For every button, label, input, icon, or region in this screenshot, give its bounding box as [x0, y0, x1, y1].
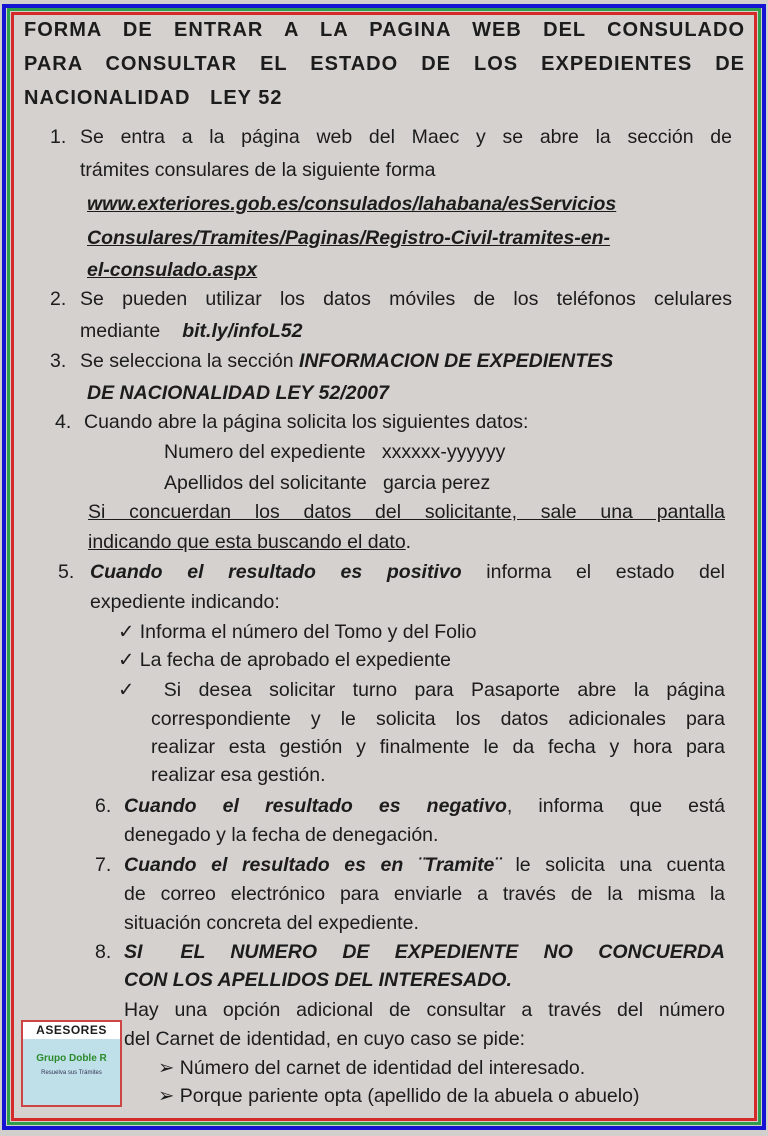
- item-text: informa el estado del: [461, 561, 725, 583]
- item-number: 2.: [50, 288, 67, 310]
- item-number: 3.: [50, 350, 67, 372]
- section-name: DE NACIONALIDAD LEY 52/2007: [87, 382, 389, 404]
- arrow-bullet-icon: ➢: [158, 1085, 180, 1107]
- item-text: del Carnet de identidad, en cuyo caso se pide:: [124, 1028, 526, 1050]
- item-text: Cuando abre la página solicita los siguientes datos:: [84, 411, 529, 433]
- title-line-2: PARA CONSULTAR EL ESTADO DE LOS EXPEDIENTES DE: [24, 53, 745, 75]
- item-text: mediante: [80, 320, 161, 342]
- item-text: de correo electrónico para enviarle a través de la misma la: [124, 883, 725, 905]
- item-text: Se entra a la página web del Maec y se abre la sección de: [80, 126, 732, 148]
- short-link[interactable]: bit.ly/infoL52: [182, 320, 303, 342]
- check-item: [118, 647, 451, 673]
- title-line-1: FORMA DE ENTRAR A LA PAGINA WEB DEL CONSULADO: [24, 19, 745, 41]
- item-number: 1.: [50, 126, 67, 148]
- item-number: 7.: [95, 854, 112, 876]
- check-text: realizar esa gestión.: [151, 764, 326, 786]
- logo-header: ASESORES: [23, 1022, 120, 1039]
- consulate-url-link[interactable]: www.exteriores.gob.es/consulados/lahabana/esServicios: [87, 193, 617, 215]
- item-heading: CON LOS APELLIDOS DEL INTERESADO.: [124, 969, 512, 991]
- arrow-text: Número del carnet de identidad del interesado.: [179, 1057, 586, 1079]
- title-line-3: NACIONALIDAD LEY 52: [24, 87, 283, 109]
- check-text: Informa el número del Tomo y del Folio: [139, 621, 477, 643]
- check-text: correspondiente y le solicita los datos adicionales para: [151, 708, 725, 730]
- consulate-url-link[interactable]: el-consulado.aspx: [87, 259, 258, 281]
- item-heading: SI EL NUMERO DE EXPEDIENTE NO CONCUERDA: [124, 941, 725, 963]
- item-note: Si concuerdan los datos del solicitante, sale una pantalla: [88, 501, 725, 523]
- field-expediente: Numero del expediente xxxxxx-yyyyyy: [164, 441, 506, 463]
- check-text: La fecha de aprobado el expediente: [139, 649, 451, 671]
- item-text: Se pueden utilizar los datos móviles de los teléfonos celulares: [80, 288, 732, 310]
- item-text: [80, 348, 613, 374]
- item-heading: Cuando el resultado es positivo: [90, 561, 462, 583]
- logo-name: Grupo Doble R: [36, 1053, 107, 1064]
- asesores-logo: [21, 1020, 122, 1107]
- section-name: INFORMACION DE EXPEDIENTES: [298, 350, 614, 372]
- item-text: [90, 559, 725, 585]
- item-text: trámites consulares de la siguiente forma: [80, 159, 436, 181]
- item-heading: Cuando el resultado es negativo: [124, 795, 507, 817]
- item-text: , informa que está: [506, 795, 725, 817]
- item-text: [80, 318, 302, 344]
- field-apellidos: Apellidos del solicitante garcia perez: [164, 472, 491, 494]
- item-text: Hay una opción adicional de consultar a través del número: [124, 999, 725, 1021]
- check-item: [118, 677, 725, 703]
- item-number: 6.: [95, 795, 112, 817]
- check-icon: ✓: [118, 621, 140, 643]
- item-text: situación concreta del expediente.: [124, 912, 419, 934]
- item-text: expediente indicando:: [90, 591, 280, 613]
- item-text: le solicita una cuenta: [500, 854, 725, 876]
- check-text: realizar esta gestión y finalmente le da fecha y hora para: [151, 736, 725, 758]
- check-text: Si desea solicitar turno para Pasaporte abre la página: [163, 679, 725, 701]
- check-icon: ✓: [118, 649, 140, 671]
- item-text: [124, 852, 725, 878]
- item-note: indicando que esta buscando el dato: [88, 531, 406, 553]
- item-number: 8.: [95, 941, 112, 963]
- logo-subtitle: Resuelva sus Trámites: [41, 1070, 102, 1076]
- check-icon: ✓: [118, 679, 164, 701]
- item-number: 4.: [55, 411, 72, 433]
- item-note: [88, 529, 411, 555]
- item-text: [124, 793, 725, 819]
- check-item: [118, 619, 476, 645]
- item-text: denegado y la fecha de denegación.: [124, 824, 439, 846]
- arrow-text: Porque pariente opta (apellido de la abuela o abuelo): [179, 1085, 640, 1107]
- arrow-item: [158, 1055, 585, 1081]
- item-heading: Cuando el resultado es en ¨Tramite¨: [124, 854, 501, 876]
- arrow-bullet-icon: ➢: [158, 1057, 180, 1079]
- item-text: Se selecciona la sección: [80, 350, 299, 372]
- consulate-url-link[interactable]: Consulares/Tramites/Paginas/Registro-Civil-tramites-en-: [87, 227, 611, 249]
- item-note: .: [405, 531, 412, 553]
- arrow-item: [158, 1083, 639, 1109]
- item-number: 5.: [58, 561, 75, 583]
